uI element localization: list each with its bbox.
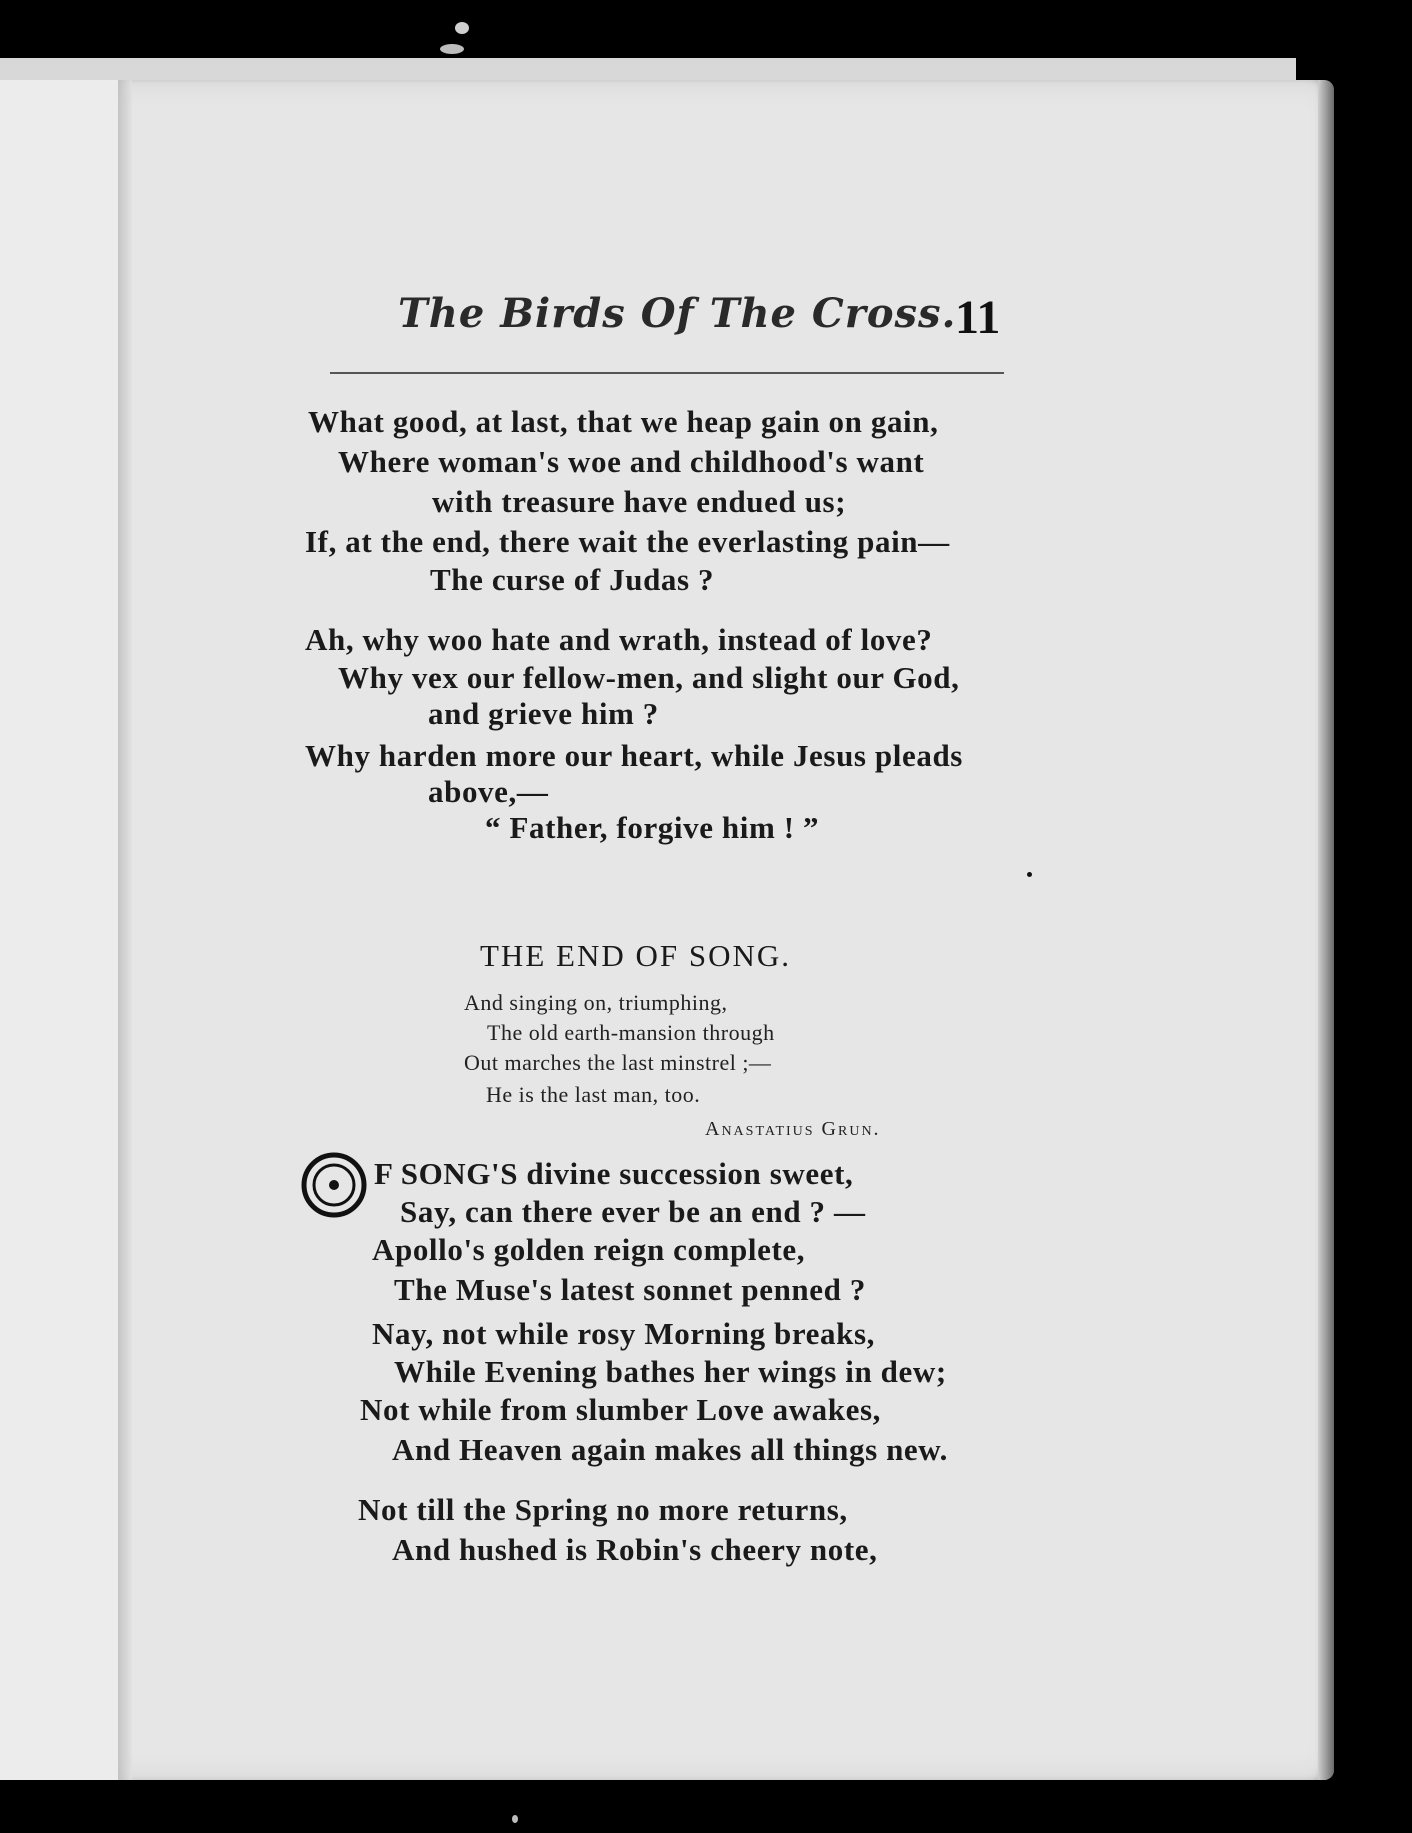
epigraph-line: The old earth-mansion through [487,1020,775,1045]
poem-line: The Muse's latest sonnet penned ? [394,1272,866,1307]
epigraph-attribution: Anastatius Grun. [705,1118,881,1140]
running-title: The Birds Of The Cross. [398,290,957,337]
poem-line: What good, at last, that we heap gain on gain, [308,404,939,439]
poem-line: Why harden more our heart, while Jesus pleads [305,738,963,773]
poem-line: with treasure have endued us; [432,484,847,519]
poem-line: Say, can there ever be an end ? — [400,1194,866,1229]
dropcap-o-icon [301,1152,367,1218]
poem-line: If, at the end, there wait the everlasting pain— [305,524,950,559]
poem-line: Apollo's golden reign complete, [372,1232,806,1267]
poem-line: and grieve him ? [428,696,659,731]
epigraph-line: He is the last man, too. [486,1082,701,1107]
page-number: 11 [955,291,1001,344]
poem-line: Why vex our fellow-men, and slight our God, [338,660,960,695]
poem-line: Not while from slumber Love awakes, [360,1392,881,1427]
header-rule [330,372,1004,374]
poem-line: Ah, why woo hate and wrath, instead of love? [305,622,933,657]
scan-speck [440,44,464,54]
section-title: THE END OF SONG. [480,938,791,973]
poem-line: And hushed is Robin's cheery note, [392,1532,878,1567]
scan-speck [1027,872,1032,877]
poem-line: While Evening bathes her wings in dew; [394,1354,947,1389]
poem-line: Not till the Spring no more returns, [358,1492,848,1527]
epigraph-line: Out marches the last minstrel ;— [464,1050,772,1075]
poem-line: And Heaven again makes all things new. [392,1432,948,1467]
scan-speck [455,22,469,34]
poem-line: The curse of Judas ? [430,562,715,597]
poem-line: F SONG'S divine succession sweet, [374,1156,854,1191]
epigraph-line: And singing on, triumphing, [464,990,728,1015]
poem-line: above,— [428,774,549,809]
poem-line: Nay, not while rosy Morning breaks, [372,1316,875,1351]
scan-speck [512,1815,518,1823]
facing-page-edge [0,80,118,1780]
page-gutter [118,80,132,1780]
poem-line: Where woman's woe and childhood's want [338,444,925,479]
page-edge-shadow [1318,80,1334,1780]
poem-line: “ Father, forgive him ! ” [485,810,820,845]
